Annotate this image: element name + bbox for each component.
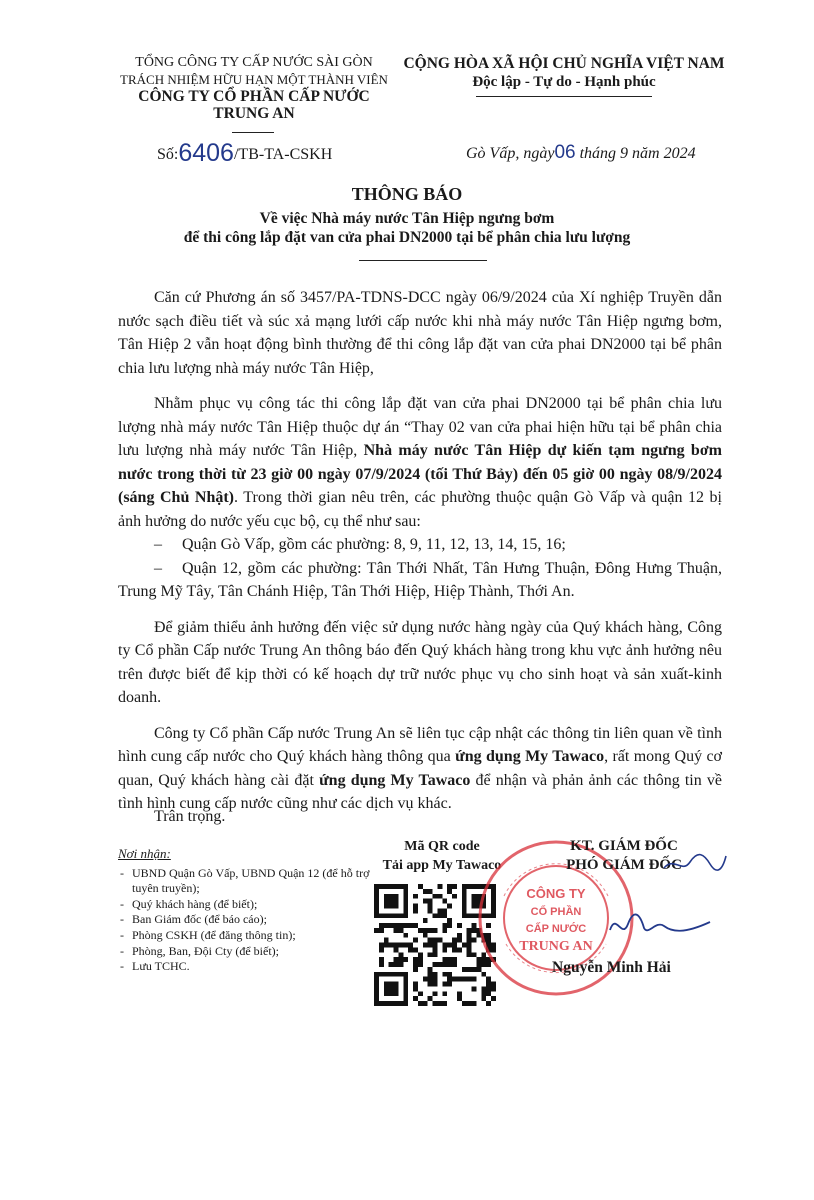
svg-text:CẤP NƯỚC: CẤP NƯỚC [525, 923, 587, 935]
org-underline [232, 132, 274, 133]
paragraph-purpose-a: Nhằm phục vụ công tác thi công lắp đặt van cửa phai DN2000 tại bể phân chia lưu lượng nhà máy nước Tân Hiệp thuộc dự án “Thay 02 van cửa phai hiện hữu tại bể phân chia lưu lượng nhà máy nước Tân Hiệp, [118, 395, 722, 459]
paragraph-purpose [118, 392, 722, 533]
notice-title: THÔNG BÁO [351, 184, 463, 204]
recipient-item: - Lưu TCHC. [118, 959, 388, 975]
qr-caption-line-1: Mã QR code [404, 839, 480, 854]
sign-title-2: PHÓ GIÁM ĐỐC [566, 857, 682, 873]
recipient-item: - Ban Giám đốc (để báo cáo); [118, 912, 388, 928]
org-line-3: CÔNG TY CỔ PHẦN CẤP NƯỚC [138, 88, 370, 105]
paragraph-app-a: Công ty Cổ phần Cấp nước Trung An sẽ liên tục cập nhật các thông tin liên quan về tình hình cung cấp nước cho Quý khách hàng thông qua [118, 724, 722, 765]
paragraph-purpose-bold: Nhà máy nước Tân Hiệp dự kiến tạm ngưng bơm nước trong thời từ 23 giờ 00 ngày 07/9/2024 (tối Thứ Bảy) đến 05 giờ 00 ngày 08/9/2024 (sáng Chủ Nhật) [118, 442, 723, 506]
affected-list [118, 533, 722, 604]
recipient-item: - UBND Quận Gò Vấp, UBND Quận 12 (để hỗ trợ tuyên truyền); [118, 866, 388, 897]
sign-title-1: KT. GIÁM ĐỐC [570, 838, 678, 854]
svg-text:TRUNG AN: TRUNG AN [519, 939, 593, 954]
org-line-1: TỔNG CÔNG TY CẤP NƯỚC SÀI GÒN [135, 55, 373, 70]
initial-flourish-icon [660, 848, 730, 878]
notice-body [118, 286, 722, 828]
list-item [118, 533, 722, 557]
date-day-handwritten: 06 [554, 142, 576, 163]
paragraph-purpose-c: . Trong thời gian nêu trên, các phường thuộc quận Gò Vấp và quận 12 bị ảnh hưởng do nước yếu cục bộ, cụ thể như sau: [118, 489, 722, 530]
svg-text:CÔNG TY: CÔNG TY [526, 886, 586, 901]
nation-title: CỘNG HÒA XÃ HỘI CHỦ NGHĨA VIỆT NAM [403, 55, 725, 72]
regards: Trân trọng. [154, 808, 226, 825]
title-underline [359, 260, 487, 261]
notice-subtitle-1: Về việc Nhà máy nước Tân Hiệp ngưng bơm [259, 210, 555, 227]
doc-no-handwritten: 6406 [178, 139, 234, 167]
signer-name: Nguyễn Minh Hải [552, 959, 671, 976]
nation-header [398, 54, 730, 92]
recipients-heading: Nơi nhận: [118, 846, 171, 861]
recipient-item: - Phòng CSKH (để đăng thông tin); [118, 928, 388, 944]
app-name-bold: ứng dụng My Tawaco [455, 748, 605, 765]
list-item [118, 557, 722, 604]
app-name-bold: ứng dụng My Tawaco [319, 771, 471, 789]
date-line [466, 142, 696, 164]
bullet-dash: – [154, 559, 162, 577]
date-suffix: tháng 9 năm 2024 [575, 145, 696, 162]
bullet-text: Quận 12, gồm các phường: Tân Thới Nhất, Tân Hưng Thuận, Đông Hưng Thuận, Trung Mỹ Tây, Tân Chánh Hiệp, Tân Thới Hiệp, Hiệp Thành, Thới An. [118, 559, 722, 600]
recipient-item: - Phòng, Ban, Đội Cty (để biết); [118, 944, 388, 960]
recipient-item: - Quý khách hàng (để biết); [118, 897, 388, 913]
bullet-text: Quận Gò Vấp, gồm các phường: 8, 9, 11, 12, 13, 14, 15, 16; [182, 536, 566, 553]
paragraph-basis: Căn cứ Phương án số 3457/PA-TDNS-DCC ngày 06/9/2024 của Xí nghiệp Truyền dẫn nước sạch điều tiết và súc xả mạng lưới cấp nước khi nhà máy nước Tân Hiệp ngưng bơm, Tân Hiệp 2 vẫn hoạt động bình thường để thi công lắp đặt van cửa phai DN2000 tại bể phân chia lưu lượng nhà máy nước Tân Hiệp, [118, 289, 722, 377]
doc-no-suffix: /TB-TA-CSKH [233, 146, 333, 163]
document-number [157, 137, 332, 166]
motto-underline [476, 96, 652, 97]
paragraph-app [118, 722, 722, 816]
notice-subtitle-2: để thi công lắp đặt van cửa phai DN2000 tại bể phân chia lưu lượng [183, 229, 631, 246]
handwritten-signature-icon [604, 900, 714, 950]
org-header [104, 54, 404, 122]
paragraph-app-c: để nhận và phản ảnh các thông tin về tình hình cung cấp nước cũng như các dịch vụ khác. [118, 771, 723, 812]
org-line-4: TRUNG AN [213, 105, 295, 122]
svg-text:CỔ PHẦN: CỔ PHẦN [530, 906, 582, 918]
org-line-2: TRÁCH NHIỆM HỮU HẠN MỘT THÀNH VIÊN [120, 72, 388, 87]
bullet-dash: – [154, 536, 162, 553]
recipients-block [118, 846, 388, 975]
paragraph-advice: Để giảm thiểu ảnh hưởng đến việc sử dụng nước hàng ngày của Quý khách hàng, Công ty Cổ phần Cấp nước Trung An thông báo đến Quý khách hàng trong khu vực ảnh hưởng nêu trên được biết để kịp thời có kế hoạch dự trữ nước phục vụ cho sinh hoạt và sản xuất-kinh doanh. [118, 618, 722, 706]
date-prefix: Gò Vấp, ngày [466, 145, 555, 162]
nation-motto: Độc lập - Tự do - Hạnh phúc [472, 74, 656, 90]
qr-caption-line-2: Tải app My Tawaco [382, 858, 502, 873]
paragraph-app-b: , rất mong Quý cơ quan, Quý khách hàng cài đặt [118, 748, 723, 789]
doc-no-prefix: Số: [157, 146, 179, 163]
